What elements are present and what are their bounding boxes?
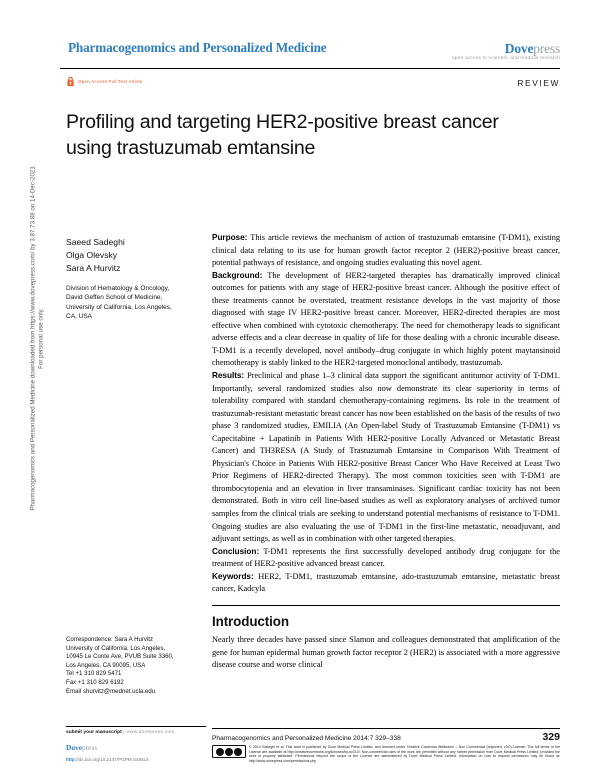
cc-nc-icon [234,748,242,756]
affiliation-line: CA, USA [66,312,93,320]
journal-masthead [60,40,560,70]
doi-link[interactable] [66,757,206,762]
abstract-purpose-text: This article reviews the mechanism of action of trastuzumab emtansine (T-DM1), existing clinical data relating to its use for human growth factor receptor 2 (HER2)-positive breast cancer, potential pathways of resistance, and ongoing studies evaluating this novel agent. [212,233,560,268]
abstract-purpose-label: Purpose: [212,233,248,242]
correspondence-block [66,636,200,696]
correspondence-line: Tel +1 310 829 5471 [66,670,122,678]
abstract-divider [212,605,560,606]
correspondence-line: Correspondence: Sara A Hurvitz [66,636,154,643]
dovepress-logo-secondary: press [533,41,560,56]
submit-manuscript-footer [66,726,206,762]
author-name: Olga Olevsky [66,249,118,260]
correspondence-line: Fax +1 310 829 6192 [66,678,124,686]
author-name: Sara A Hurvitz [66,262,121,273]
cc-circle-icon [216,748,224,756]
correspondence-line: 10945 Le Conte Ave, PVUB Suite 3360, [66,653,174,661]
dovepress-tagline: open access to scientific and medical research [451,56,560,61]
doi-text: //dx.doi.org/10.2147/PGPM.S49514 [76,757,149,762]
left-footer-logo-secondary: press [82,743,98,752]
abstract-background-label: Background: [212,270,263,280]
cc-by-icon [225,748,233,756]
submit-manuscript-label: submit your manuscript [66,730,122,735]
correspondence-email[interactable]: Email shurvitz@mednet.ucla.edu [66,687,156,695]
open-access-label: Open Access Full Text Article [78,79,143,84]
submit-manuscript-link[interactable] [66,730,206,735]
doi-prefix: http: [66,757,77,762]
footer-citation: Pharmacogenomics and Personalized Medicine 2014:7 329–338 [212,735,401,742]
download-watermark-line2: For personal use only. [38,307,45,369]
introduction-paragraph: Nearly three decades have passed since Slamon and colleagues demonstrated that amplification of the gene for human epidermal human growth factor receptor 2 (HER2) is associated with a more aggressive disease course and worse clinical [212,634,560,670]
author-list [66,236,196,274]
correspondence-line: Los Angeles, CA 90095, USA [66,661,146,669]
article-type-label: REVIEW [517,78,560,88]
download-watermark [30,128,47,548]
abstract-conclusion [212,546,560,571]
abstract-keywords [212,571,560,596]
abstract-purpose [212,232,560,270]
footer-legal-row [212,745,560,763]
abstract-results-text: Preclinical and phase 1–3 clinical data support the significant antitumor activity of T-DM1. Importantly, several randomized studies also now demonstrate its clear superiority in terms of tolerability compared with standard chemotherapy-containing regimens. Its role in the treatment of trastuzumab-resistant metastatic breast cancer has now been established on the basis of the results of two phase 3 randomized studies, EMILIA (An Open-label Study of Trastuzumab Emtansine (T-DM1) vs Capecitabine + Lapatinib in Patients With HER2-positive Locally Advanced or Metastatic Breast Cancer) and TH3RESA (A Study of Trastuzumab Emtansine in Comparison With Treatment of Physician's Choice in Patients With HER2-positive Breast Cancer Who Have Received at Least Two Prior Regimens of HER2-directed Therapy). The most common toxicities seen with T-DM1 are thrombocytopenia and an elevation in liver transaminases. Significant cardiac toxicity has not been demonstrated. Both in vitro cell line-based studies as well as exploratory analyses of archived tumor samples from the clinical trials are seeking to understand potential mechanisms of resistance to T-DM1. Ongoing studies are also evaluating the use of T-DM1 in the first-line metastatic, neoadjuvant, and adjuvant settings, as well as in combination with other targeted therapies. [212,371,560,544]
abstract-results [212,370,560,546]
lock-icon [66,76,75,87]
journal-title: Pharmacogenomics and Personalized Medicine [68,40,327,55]
page-number: 329 [542,731,560,743]
affiliation-line: David Geffen School of Medicine, [66,294,163,302]
masthead-divider [60,68,560,69]
abstract-results-label: Results: [212,371,245,381]
abstract-keywords-text: HER2, T-DM1, trastuzumab emtansine, ado-trastuzumab emtansine, metastatic breast cancer, Kadcyla [212,571,560,594]
creative-commons-icon[interactable] [212,745,246,758]
affiliation-line: University of California, Los Angeles, [66,303,172,311]
abstract-column [212,232,560,672]
dovepress-logo-primary: Dove [504,41,534,56]
abstract-conclusion-label: Conclusion: [212,546,260,556]
footer-legal-text: © 2014 Sadeghi et al. This work is published by Dove Medical Press Limited, and licensed under Creative Commons Attribution – Non Commercial (unported, v3.0) License. The full terms of the License are available at http://creativecommons.org/licenses/by-nc/3.0/. Non-commercial uses of the work are permitted without any further permission from Dove Medical Press Limited, provided the work is properly attributed. Permissions beyond the scope of the License are administered by Dove Medical Press Limited. Information on how to request permission may be found at: http://www.dovepress.com/permissions.php [249,745,560,763]
footer-divider [212,728,560,729]
footer-citation-row [212,731,560,743]
author-affiliation [66,284,196,320]
author-name: Saeed Sadeghi [66,237,125,247]
affiliation-line: Division of Hematology & Oncology, [66,285,170,293]
section-heading-introduction: Introduction [212,613,289,629]
abstract-background [212,270,560,370]
download-watermark-line1: Pharmacogenomics and Personalized Medicine downloaded from https://www.dovepress.com/ by 3.87.73.88 on 14-Dec-2021 [29,166,37,511]
correspondence-line: University of California, Los Angeles, [66,644,166,652]
abstract-conclusion-text: T-DM1 represents the first successfully developed antibody drug conjugate for the treatment of HER2-positive advanced breast cancer. [212,546,560,569]
abstract-background-text: The development of HER2-targeted therapies has dramatically improved clinical outcomes for patients with any stage of HER2-positive breast cancer. Although the positive effect of these treatments cannot be overstated, treatment resistance develops in the vast majority of those diagnosed with stage IV HER2-positive breast cancer. Moreover, HER2-directed therapies are most effective when combined with cytotoxic chemotherapy. The need for chemotherapy leads to significant adverse effects and a clear decrease in quality of life for those dealing with a chronic incurable disease. T-DM1 is a recently developed, novel antibody–drug conjugate in which highly potent maytansinoid chemotherapy is stably linked to the HER2-targeted monoclonal antibody, trastuzumab. [212,270,560,368]
submit-manuscript-url: | www.dovepress.com [121,730,175,735]
left-footer-divider [66,726,206,727]
author-column [66,236,196,321]
left-footer-dovepress-logo[interactable] [66,737,206,755]
page-footer [212,728,560,763]
left-footer-logo-primary: Dove [66,743,83,752]
article-page [60,0,560,776]
abstract-keywords-label: Keywords: [212,571,254,581]
open-access-badge[interactable] [66,76,142,87]
page-title: Profiling and targeting HER2-positive breast cancer using trastuzumab emtansine [66,111,499,160]
